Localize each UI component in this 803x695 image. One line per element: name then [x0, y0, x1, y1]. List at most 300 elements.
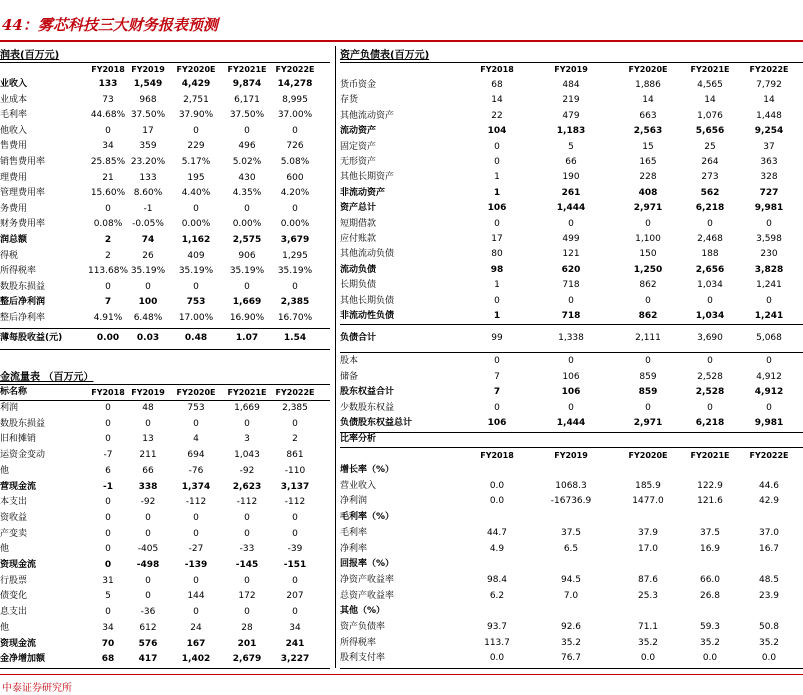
cashflow-row-label: 本支出	[0, 497, 28, 508]
income-cell: 14,278	[277, 79, 313, 89]
balance-cell: 3,598	[756, 234, 782, 244]
income-row-label: 得税	[0, 250, 19, 261]
balance-header-cell: FY2019	[554, 65, 588, 74]
income-header-cell: FY2019	[131, 65, 165, 74]
ratio-cell	[738, 604, 800, 619]
balance-cell: 106	[562, 371, 580, 382]
cashflow-cell: 0	[105, 544, 111, 555]
balance-cell: 98	[490, 264, 504, 275]
balance-cell: 0	[645, 356, 651, 366]
income-cell: 2,575	[232, 235, 262, 245]
cashflow-cell: 4	[193, 434, 199, 445]
cashflow-header-cell: FY2018	[91, 388, 125, 397]
ratio-cell: 48.5	[758, 574, 780, 585]
cashflow-cell: 0	[244, 418, 250, 429]
balance-cell: 7	[493, 387, 501, 398]
cashflow-row-label: 运资金变动	[0, 450, 46, 461]
cashflow-cell: 0	[292, 512, 298, 523]
balance-cell: 484	[562, 80, 580, 90]
income-bottom-rule	[0, 349, 330, 350]
ratio-cell: 7.0	[563, 590, 579, 601]
balance-cell: 0	[766, 218, 772, 229]
cashflow-cell: 2,623	[232, 481, 262, 492]
cashflow-header-cell: FY2021E	[227, 388, 267, 397]
ratio-cell	[679, 557, 741, 572]
cashflow-row-label: 他	[0, 622, 10, 633]
ratio-cell: 25.3	[637, 590, 659, 601]
cashflow-cell: 753	[187, 403, 205, 413]
ratio-row-label: 净利润	[340, 496, 368, 507]
income-cell: 0	[193, 203, 199, 214]
income-cell: 5.02%	[232, 157, 262, 167]
balance-cell: 0	[645, 218, 651, 229]
cashflow-cell: -139	[184, 560, 208, 570]
balance-cell: 121	[562, 249, 580, 260]
cashflow-cell: -33	[239, 544, 255, 555]
ratio-cell	[466, 557, 528, 572]
ratio-cell	[617, 463, 679, 478]
cashflow-cell: 0	[105, 403, 111, 413]
balance-cell: 0	[645, 295, 651, 306]
balance-cell: 0	[707, 218, 713, 229]
ratio-cell: 35.2	[758, 637, 780, 648]
income-cell: 0	[105, 125, 111, 136]
balance-cell: 2,528	[697, 371, 723, 382]
cashflow-cell: -39	[287, 544, 303, 555]
income-cell: 34	[102, 141, 114, 152]
balance-cell: 718	[561, 311, 581, 321]
ratio-cell: 0.0	[640, 653, 656, 664]
ratio-cell: 0.0	[489, 496, 505, 507]
ratio-cell: 0.0	[702, 653, 718, 664]
cashflow-cell: -27	[188, 544, 204, 555]
cashflow-cell: -145	[235, 560, 259, 570]
income-cell: 0	[105, 281, 111, 292]
income-cell: 133	[98, 79, 118, 89]
income-cell: 35.19%	[229, 266, 265, 277]
income-cell: 5.08%	[280, 157, 310, 167]
balance-rule	[340, 324, 803, 325]
cashflow-cell: 0	[193, 607, 199, 618]
income-row-label: 所得税率	[0, 266, 37, 277]
ratio-cell: 93.7	[486, 622, 508, 632]
income-cell: 8.60%	[133, 188, 163, 199]
income-cell: 21	[102, 172, 114, 183]
balance-cell: 1	[494, 172, 500, 183]
ratio-cell	[679, 463, 741, 478]
cashflow-row-label: 行股票	[0, 575, 28, 586]
cashflow-cell: 694	[187, 450, 205, 461]
balance-row-label: 股东权益合计	[340, 387, 395, 398]
ratio-cell: 26.8	[699, 590, 721, 601]
balance-header-cell: FY2022E	[749, 65, 789, 74]
balance-mid-rule	[340, 352, 803, 353]
eps-cell: 0.03	[136, 333, 160, 343]
cashflow-cell: 68	[101, 654, 115, 665]
ratio-cell: 94.5	[560, 574, 582, 585]
cashflow-row-label: 数股东损益	[0, 418, 46, 429]
cashflow-cell: -76	[188, 465, 204, 476]
balance-cell: 0	[645, 402, 651, 413]
income-cell: 23.20%	[130, 157, 166, 167]
balance-row-label: 负债股东权益总计	[340, 418, 413, 429]
balance-cell: 1,250	[633, 264, 663, 275]
balance-cell: 104	[487, 126, 507, 137]
cashflow-cell: 0	[193, 575, 199, 586]
cashflow-cell: 48	[142, 403, 154, 413]
cashflow-cell: 0	[105, 528, 111, 539]
balance-cell: 68	[491, 80, 503, 90]
income-cell: 0.08%	[93, 219, 123, 230]
income-cell: 0.00%	[280, 219, 310, 230]
cashflow-row-label: 息支出	[0, 607, 28, 618]
cashflow-header-cell: FY2022E	[275, 388, 315, 397]
ratio-cell	[540, 557, 602, 572]
balance-cell: 7,792	[756, 80, 782, 90]
cashflow-cell: 2	[292, 434, 298, 445]
income-cell: 0	[292, 125, 298, 136]
balance-row-label: 无形资产	[340, 157, 377, 167]
balance-cell: 273	[701, 172, 719, 183]
income-cell: 9,874	[232, 79, 262, 89]
ratio-cell: 37.5	[699, 527, 721, 538]
income-cell: 35.19%	[130, 266, 166, 277]
ratio-cell: 87.6	[637, 574, 659, 585]
ratio-row-label: 净资产收益率	[340, 574, 395, 585]
balance-cell: 150	[639, 249, 657, 260]
total-liabilities-label: 负债合计	[340, 333, 377, 343]
income-cell: 3,679	[280, 235, 310, 245]
balance-cell: 1,886	[635, 80, 661, 90]
cashflow-cell: 338	[138, 481, 158, 492]
balance-cell: 2,563	[633, 126, 663, 137]
ratio-cell: 50.8	[758, 622, 780, 632]
income-cell: 5.17%	[181, 157, 211, 167]
income-row-label: 整后净利率	[0, 313, 46, 323]
ratio-row-label: 营业收入	[340, 480, 377, 491]
cashflow-cell: 0	[105, 607, 111, 618]
income-cell: 133	[139, 172, 157, 183]
cashflow-cell: -151	[283, 560, 307, 570]
cashflow-cell: 0	[145, 528, 151, 539]
ratio-cell: 6.5	[563, 543, 579, 554]
cashflow-header-cell: FY2019	[131, 388, 165, 397]
income-cell: 35.19%	[277, 266, 313, 277]
balance-row-label: 储备	[340, 371, 359, 382]
cashflow-bottom-rule	[0, 668, 330, 669]
title-rule	[0, 40, 803, 42]
income-cell: 4.91%	[93, 313, 123, 323]
cashflow-cell: 0	[193, 418, 199, 429]
income-header-cell: FY2021E	[227, 65, 267, 74]
balance-cell: 7	[494, 371, 500, 382]
income-cell: 1,162	[181, 235, 211, 245]
balance-header-cell: FY2018	[480, 65, 514, 74]
balance-cell: 408	[638, 187, 658, 198]
cashflow-title: 金流量表 （百万元）	[0, 372, 94, 383]
income-row-label: 理费用	[0, 172, 28, 183]
cashflow-cell: 0	[244, 575, 250, 586]
cashflow-header-label: 标名称	[0, 387, 28, 397]
balance-cell: 2,656	[695, 264, 725, 275]
cashflow-cell: 28	[241, 622, 253, 633]
cashflow-cell: -1	[103, 481, 113, 492]
cashflow-cell: 2,679	[232, 654, 262, 665]
income-cell: 4.20%	[280, 188, 310, 199]
cashflow-cell: 207	[286, 591, 304, 602]
balance-cell: 190	[562, 172, 580, 183]
balance-row-label: 存货	[340, 95, 359, 106]
income-cell: 73	[102, 94, 114, 105]
balance-cell: 15	[642, 141, 654, 152]
income-cell: 16.70%	[277, 313, 313, 323]
total-liabilities-cell: 3,690	[697, 333, 723, 343]
income-cell: 600	[286, 172, 304, 183]
cashflow-cell: -498	[136, 560, 160, 570]
income-cell: 0	[193, 125, 199, 136]
cashflow-cell: 1,402	[181, 654, 211, 665]
income-cell: 37.50%	[229, 110, 265, 121]
cashflow-row-label: 资现金流	[0, 560, 37, 570]
balance-cell: 6,218	[695, 418, 725, 429]
cashflow-cell: 0	[244, 512, 250, 523]
cashflow-cell: 0	[105, 434, 111, 445]
balance-row-label: 流动资产	[340, 126, 377, 137]
eps-cell: 0.48	[184, 333, 208, 343]
cashflow-cell: 0	[292, 607, 298, 618]
cashflow-cell: -92	[140, 497, 156, 508]
footer-rule	[0, 674, 803, 675]
balance-cell: 718	[562, 280, 580, 291]
ratio-cell: 17.0	[637, 543, 659, 554]
balance-cell: 562	[700, 187, 720, 198]
income-row-label: 销售费用率	[0, 157, 46, 167]
ratio-cell	[617, 557, 679, 572]
income-cell: 2	[105, 250, 111, 261]
balance-cell: 620	[561, 264, 581, 275]
ratio-cell	[679, 604, 741, 619]
cashflow-cell: -92	[239, 465, 255, 476]
ratio-cell: 66.0	[699, 574, 721, 585]
cashflow-row-label: 利润	[0, 403, 19, 413]
balance-cell: 479	[562, 110, 580, 121]
balance-cell: 106	[561, 387, 581, 398]
income-cell: 26	[142, 250, 154, 261]
balance-cell: 0	[494, 356, 500, 366]
cashflow-cell: 612	[139, 622, 157, 633]
ratio-cell: 4.9	[489, 543, 505, 554]
ratio-header-cell: FY2022E	[749, 451, 789, 460]
income-header-cell: FY2018	[91, 65, 125, 74]
ratio-cell	[466, 510, 528, 525]
ratio-cell: 6.2	[489, 590, 505, 601]
ratio-cell: 59.3	[699, 622, 721, 632]
cashflow-cell: 1,669	[234, 403, 260, 413]
ratio-cell: 71.1	[637, 622, 659, 632]
ratio-cell	[617, 604, 679, 619]
income-cell: 17	[142, 125, 154, 136]
balance-row-label: 其他长期资产	[340, 172, 395, 183]
cashflow-cell: 3,227	[280, 654, 310, 665]
balance-header-cell: FY2020E	[628, 65, 668, 74]
income-cell: 0	[244, 203, 250, 214]
balance-cell: 14	[491, 95, 503, 106]
income-cell: 0	[292, 203, 298, 214]
ratio-cell: 44.7	[486, 527, 508, 538]
balance-cell: 859	[638, 387, 658, 398]
cashflow-cell: 3,137	[280, 481, 310, 492]
cashflow-cell: 201	[237, 638, 257, 649]
ratio-cell: 76.7	[560, 653, 582, 664]
balance-cell: 230	[760, 249, 778, 260]
ratio-row-label: 毛利率（%）	[340, 512, 395, 523]
ratio-cell: 37.0	[758, 527, 780, 538]
ratio-cell: 42.9	[758, 496, 780, 507]
balance-cell: 1,034	[697, 280, 723, 291]
ratio-cell	[617, 510, 679, 525]
cashflow-cell: 24	[190, 622, 202, 633]
ratio-cell	[466, 463, 528, 478]
balance-cell: 0	[494, 295, 500, 306]
eps-cell: 1.07	[235, 333, 259, 343]
ratio-cell	[540, 604, 602, 619]
income-cell: 0	[292, 281, 298, 292]
report-title-bar	[0, 0, 803, 40]
cashflow-cell: -36	[140, 607, 156, 618]
balance-cell: 80	[491, 249, 503, 260]
income-cell: 37.90%	[178, 110, 214, 121]
balance-cell: 0	[494, 402, 500, 413]
income-row-label: 售费用	[0, 141, 28, 152]
ratio-cell: 185.9	[635, 480, 661, 491]
income-statement-title: 润表(百万元)	[0, 50, 60, 61]
balance-cell: 4,912	[754, 387, 784, 398]
balance-row-label: 其他流动资产	[340, 110, 395, 121]
balance-cell: 1,448	[756, 110, 782, 121]
cashflow-cell: 0	[244, 528, 250, 539]
balance-cell: 0	[766, 356, 772, 366]
balance-cell: 1,444	[556, 418, 586, 429]
cashflow-cell: 34	[102, 622, 114, 633]
income-cell: 15.60%	[90, 188, 126, 199]
balance-cell: 5,656	[695, 126, 725, 137]
income-header-cell: FY2022E	[275, 65, 315, 74]
balance-cell: 165	[639, 157, 657, 167]
cashflow-row-label: 产变卖	[0, 528, 28, 539]
ratio-cell: 35.2	[637, 637, 659, 648]
income-row-label: 财务费用率	[0, 219, 46, 230]
balance-cell: 2,971	[633, 418, 663, 429]
cashflow-row-label: 金净增加额	[0, 654, 46, 665]
income-cell: 0	[105, 203, 111, 214]
cashflow-cell: -112	[236, 497, 258, 508]
total-liabilities-cell: 5,068	[756, 333, 782, 343]
ratio-cell: 37.9	[637, 527, 659, 538]
cashflow-cell: -7	[103, 450, 113, 461]
income-cell: 0.00%	[232, 219, 262, 230]
balance-cell: 1,076	[697, 110, 723, 121]
income-cell: 906	[238, 250, 256, 261]
income-cell: 726	[286, 141, 304, 152]
cashflow-cell: 1,043	[234, 450, 260, 461]
income-cell: 359	[139, 141, 157, 152]
income-cell: 1,295	[282, 250, 308, 261]
balance-cell: 0	[707, 402, 713, 413]
cashflow-cell: 13	[142, 434, 154, 445]
balance-sheet-title: 资产负债表(百万元)	[340, 50, 430, 61]
cashflow-row-label: 他	[0, 465, 10, 476]
balance-row-label: 应付账款	[340, 234, 377, 244]
balance-header-cell: FY2021E	[690, 65, 730, 74]
income-cell: 100	[138, 297, 158, 308]
balance-cell: 106	[487, 418, 507, 429]
income-cell: 0	[193, 281, 199, 292]
cashflow-row-label: 营现金流	[0, 481, 37, 492]
ratio-row-label: 增长率（%）	[340, 465, 395, 475]
balance-cell: 188	[701, 249, 719, 260]
balance-cell: 0	[766, 402, 772, 413]
income-cell: 44.68%	[90, 110, 126, 121]
ratio-cell: 35.2	[560, 637, 582, 648]
cashflow-cell: 2,385	[282, 403, 308, 413]
ratio-cell: 92.6	[560, 622, 582, 632]
balance-cell: 1,183	[556, 126, 586, 137]
ratio-row-label: 回报率（%）	[340, 559, 395, 570]
cashflow-row-label: 债变化	[0, 591, 28, 602]
balance-cell: 25	[704, 141, 716, 152]
balance-row-label: 短期借款	[340, 218, 377, 229]
balance-cell: 862	[638, 311, 658, 321]
balance-cell: 261	[561, 187, 581, 198]
ratio-title: 比率分析	[340, 434, 377, 444]
cashflow-cell: 144	[187, 591, 205, 602]
income-cell: 37.00%	[277, 110, 313, 121]
balance-cell: 1,241	[754, 311, 784, 321]
balance-row-label: 股本	[340, 356, 359, 366]
balance-cell: 0	[494, 218, 500, 229]
income-row-label: 毛利率	[0, 110, 28, 121]
cashflow-cell: 0	[292, 418, 298, 429]
ratio-cell	[466, 604, 528, 619]
ratio-header-cell: FY2021E	[690, 451, 730, 460]
balance-cell: 3,828	[754, 264, 784, 275]
ratio-row-label: 资产负债率	[340, 622, 386, 632]
balance-cell: 6,218	[695, 203, 725, 214]
balance-cell: 363	[760, 157, 778, 167]
cashflow-cell: -112	[284, 497, 306, 508]
balance-row-label: 货币资金	[340, 80, 377, 90]
cashflow-header-cell: FY2020E	[176, 388, 216, 397]
income-cell: 8,995	[282, 94, 308, 105]
cashflow-cell: 0	[145, 591, 151, 602]
income-cell: 4,429	[181, 79, 211, 89]
cashflow-cell: 0	[105, 497, 111, 508]
income-cell: 74	[141, 235, 155, 245]
balance-row-label: 其他长期负债	[340, 295, 395, 306]
cashflow-cell: 34	[289, 622, 301, 633]
balance-cell: 5	[568, 141, 574, 152]
income-cell: 2	[104, 235, 112, 245]
cashflow-cell: 0	[292, 575, 298, 586]
ratio-bottom-rule	[340, 668, 803, 669]
cashflow-cell: 211	[139, 450, 157, 461]
income-row-label: 业收入	[0, 79, 28, 89]
income-cell: 4.40%	[181, 188, 211, 199]
ratio-row-label: 其他（%）	[340, 606, 386, 617]
ratio-row-label: 毛利率	[340, 527, 368, 538]
cashflow-cell: 0	[145, 575, 151, 586]
income-cell: 1,549	[133, 79, 163, 89]
